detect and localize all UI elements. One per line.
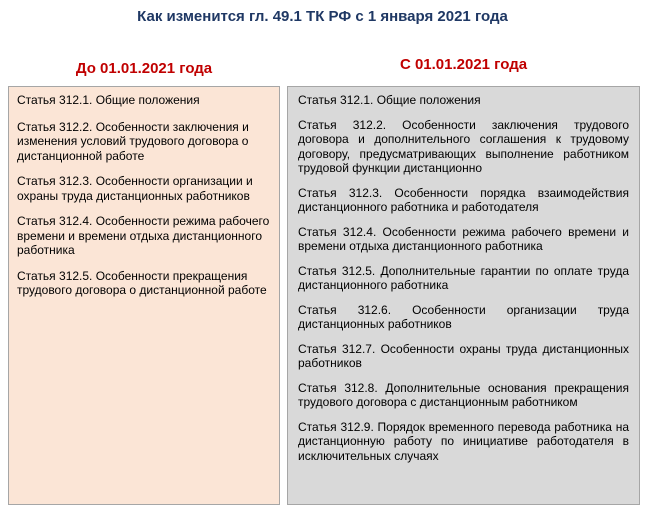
list-item: Статья 312.5. Особенности прекращения трудового договора о дистанционной работе xyxy=(17,268,267,297)
after-articles-list xyxy=(287,86,640,505)
list-item: Статья 312.2. Особенности заключения и изменения условий трудового договора о дистанционной работе xyxy=(17,119,249,163)
after-heading: С 01.01.2021 года xyxy=(399,56,528,73)
list-item: Статья 312.5. Дополнительные гарантии по оплате труда дистанционного работника xyxy=(298,263,629,292)
before-articles-list xyxy=(8,86,280,505)
list-item: Статья 312.4. Особенности режима рабочего времени и времени отдыха дистанционного работника xyxy=(17,214,270,257)
list-item: Статья 312.4. Особенности режима рабочего времени и времени отдыха дистанционного работника xyxy=(298,224,629,253)
list-item: Статья 312.3. Особенности порядка взаимодействия дистанционного работника и работодателя xyxy=(298,185,629,214)
list-item: Статья 312.3. Особенности организации и охраны труда дистанционных работников xyxy=(17,174,253,203)
list-item: Статья 312.1. Общие положения xyxy=(298,93,481,107)
page-title: Как изменится гл. 49.1 ТК РФ с 1 января 2021 года xyxy=(137,8,508,25)
list-item: Статья 312.1. Общие положения xyxy=(17,93,200,107)
list-item: Статья 312.7. Особенности охраны труда дистанционных работников xyxy=(298,341,629,370)
list-item: Статья 312.8. Дополнительные основания прекращения трудового договора с дистанционным работником xyxy=(298,380,629,409)
list-item: Статья 312.2. Особенности заключения трудового договора и дополнительного соглашения к трудовому договору, предусматривающих выполнение работником трудовой функции дистанционно xyxy=(298,117,629,175)
list-item: Статья 312.9. Порядок временного перевода работника на дистанционную работу по инициативе работодателя в исключительных случаях xyxy=(298,419,629,463)
list-item: Статья 312.6. Особенности организации труда дистанционных работников xyxy=(298,302,629,331)
before-heading: До 01.01.2021 года xyxy=(75,60,213,77)
